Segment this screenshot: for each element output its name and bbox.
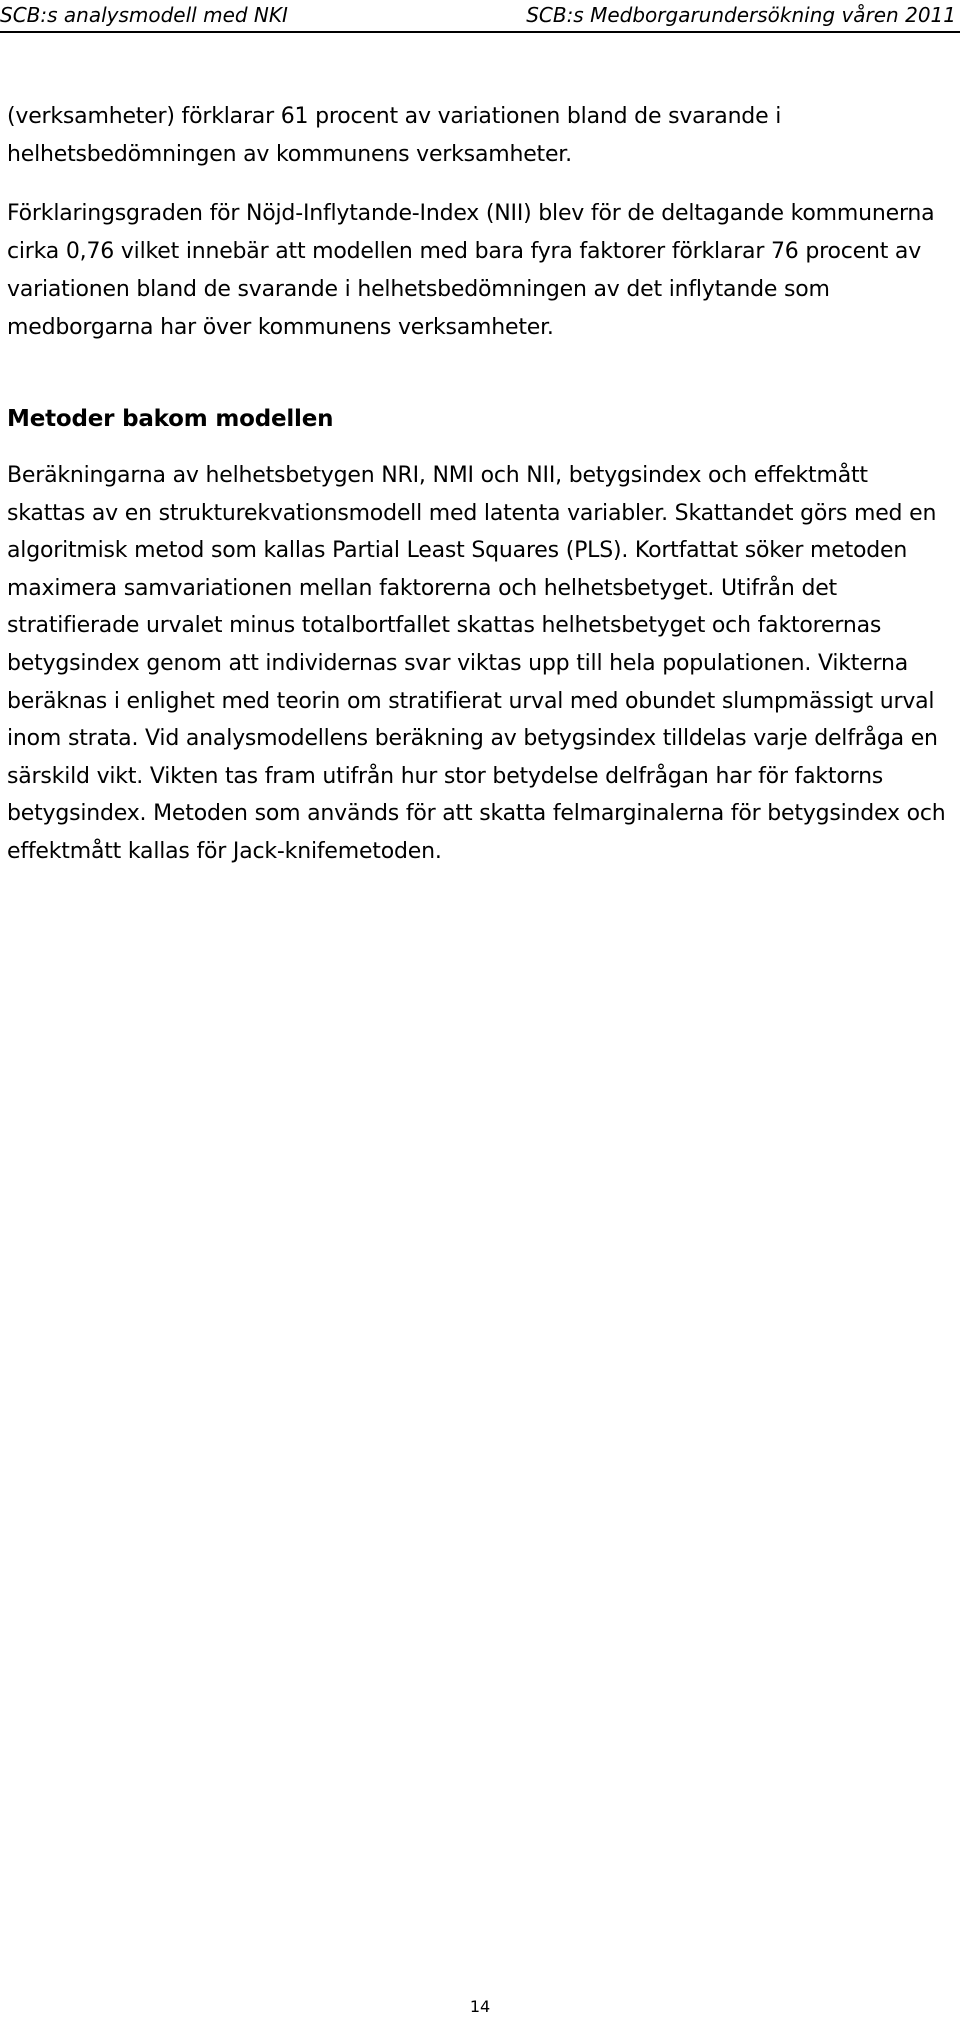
paragraph-methods: Beräkningarna av helhetsbetygen NRI, NMI och NII, betygsindex och effektmått skattas av en strukturekvationsmodell med latenta variabler. Skattandet görs med en algoritmisk metod som kallas Partial Least Squares (PLS). Kortfattat söker metoden maximera samvariationen mellan faktorerna och helhetsbetyget. Utifrån det stratifierade urvalet minus totalbortfallet skattas helhetsbetyget och faktorernas betygsindex genom att individernas svar viktas upp till hela populationen. Vikterna beräknas i enlighet med teorin om stratifierat urval med obundet slumpmässigt urval inom strata. Vid analysmodellens beräkning av betygsindex tilldelas varje delfråga en särskild vikt. Vikten tas fram utifrån hur stor betydelse delfrågan har för faktorns betygsindex. Metoden som används för att skatta felmarginalerna för betygsindex och effektmått kallas för Jack-knifemetoden. [7,463,946,864]
section-heading: Metoder bakom modellen [7,406,334,432]
paragraph-nii-explanation: Förklaringsgraden för Nöjd-Inflytande-Index (NII) blev för de deltagande kommunerna cirka 0,76 vilket innebär att modellen med bara fyra faktorer förklarar 76 procent av variationen bland de svarande i helhetsbedömningen av det inflytande som medborgarna har över kommunens verksamheter. [7,201,935,340]
header-report-title: SCB:s analysmodell med NKI [0,3,288,27]
header-divider [0,31,960,33]
paragraph-continuation: (verksamheter) förklarar 61 procent av variationen bland de svarande i helhetsbedömningen av kommunens verksamheter. [7,104,782,167]
header-survey-title: SCB:s Medborgarundersökning våren 2011 [526,3,956,27]
page-header [0,0,960,40]
page-number: 14 [469,1997,491,2016]
